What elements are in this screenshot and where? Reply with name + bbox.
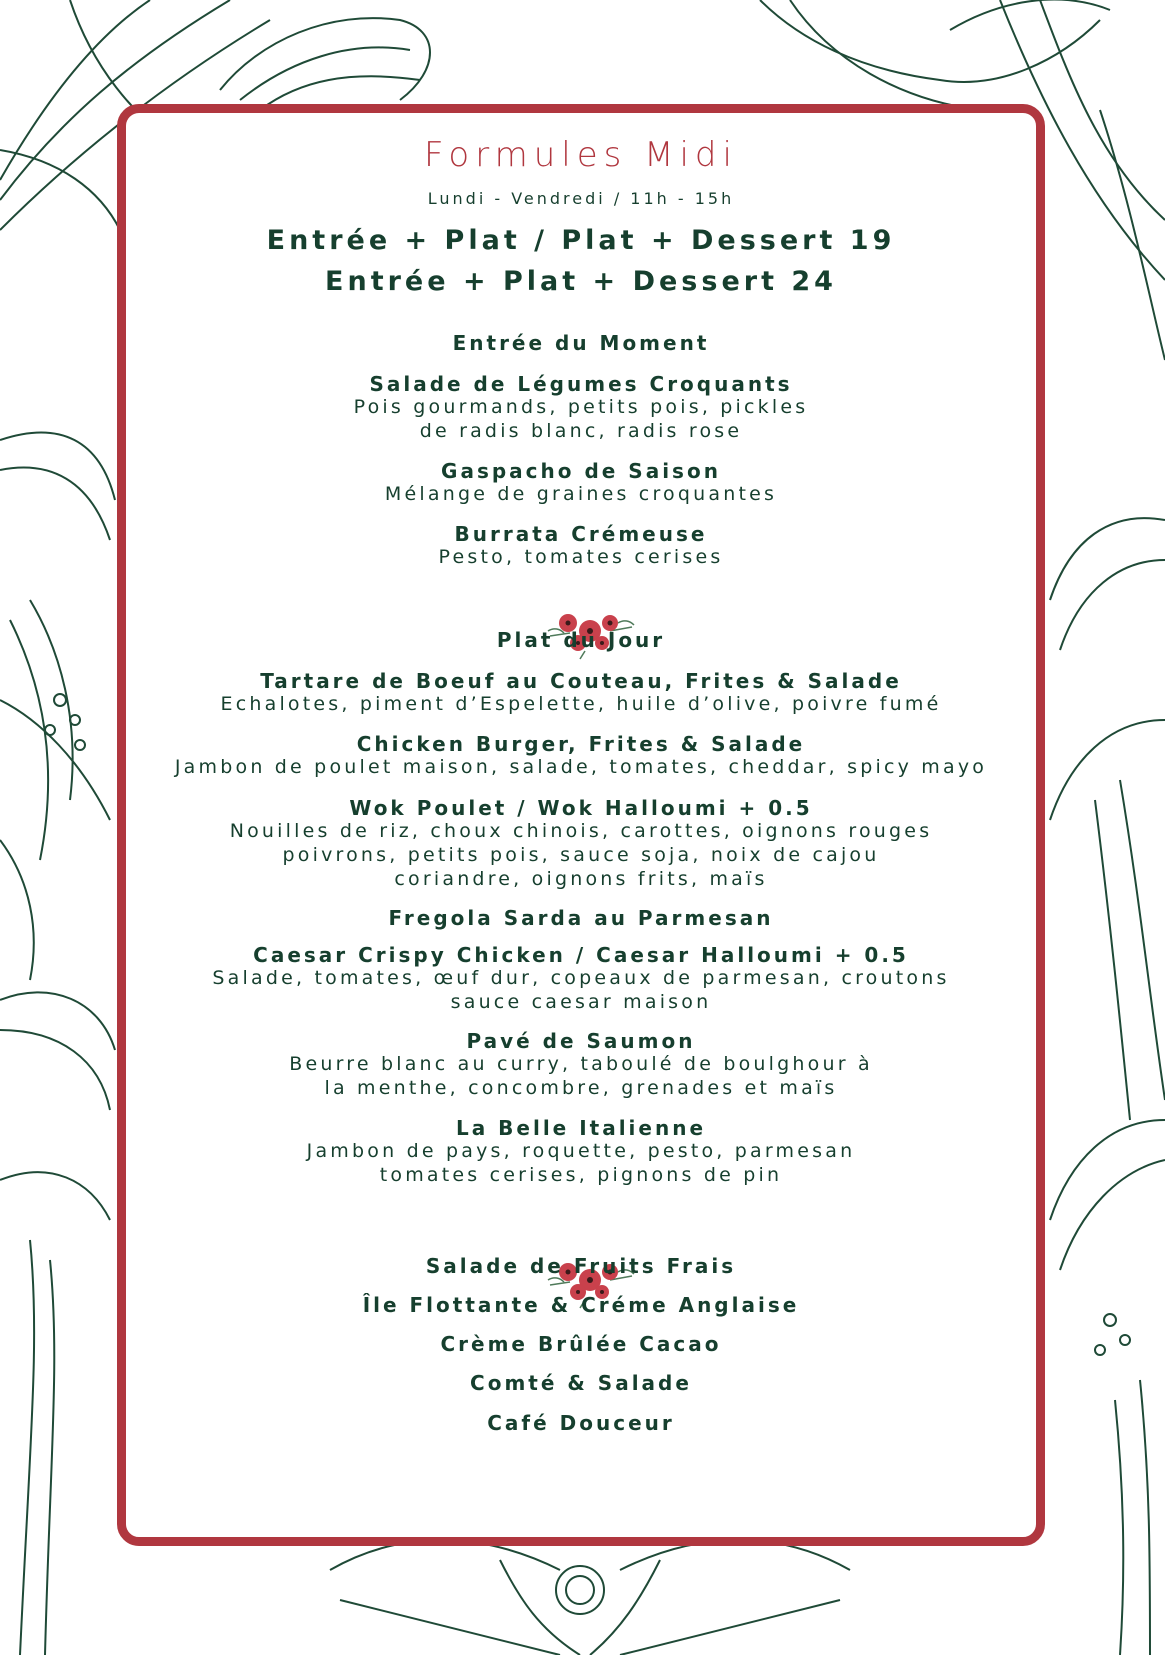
dish-name: Chicken Burger, Frites & Salade — [356, 732, 806, 756]
dish-description: Echalotes, piment d’Espelette, huile d’olive, poivre fumé — [220, 693, 942, 715]
dish-name: Pavé de Saumon — [466, 1029, 696, 1053]
dish-name: Salade de Légumes Croquants — [369, 372, 793, 396]
dish-description: sauce caesar maison — [450, 991, 712, 1013]
dish-description: tomates cerises, pignons de pin — [379, 1164, 783, 1186]
dessert-item: Île Flottante & Créme Anglaise — [362, 1293, 800, 1317]
dessert-item: Café Douceur — [487, 1411, 675, 1435]
service-hours: Lundi - Vendredi / 11h - 15h — [427, 189, 735, 208]
dish-description: Nouilles de riz, choux chinois, carottes, oignons rouges — [229, 820, 933, 842]
dish-description: Pois gourmands, petits pois, pickles — [353, 396, 809, 418]
dish-description: Mélange de graines croquantes — [384, 483, 778, 505]
dish-description: coriandre, oignons frits, maïs — [394, 868, 768, 890]
dessert-item: Crème Brûlée Cacao — [440, 1332, 722, 1356]
dish-description: de radis blanc, radis rose — [419, 420, 743, 442]
dish-description: Jambon de poulet maison, salade, tomates, cheddar, spicy mayo — [174, 756, 988, 778]
dish-description: la menthe, concombre, grenades et maïs — [324, 1077, 838, 1099]
dish-description: Jambon de pays, roquette, pesto, parmesan — [306, 1140, 856, 1162]
dish-name: Gaspacho de Saison — [441, 459, 721, 483]
dish-description: Salade, tomates, œuf dur, copeaux de parmesan, croutons — [212, 967, 950, 989]
dish-name: Wok Poulet / Wok Halloumi + 0.5 — [349, 796, 813, 820]
dish-name: Fregola Sarda au Parmesan — [388, 906, 774, 930]
dish-description: Pesto, tomates cerises — [438, 546, 724, 568]
dessert-item: Salade de Fruits Frais — [425, 1254, 737, 1278]
dish-name: Tartare de Boeuf au Couteau, Frites & Salade — [260, 669, 902, 693]
dish-name: Caesar Crispy Chicken / Caesar Halloumi + 0.5 — [253, 943, 909, 967]
dish-description: Beurre blanc au curry, taboulé de boulghour à — [289, 1053, 873, 1075]
formula-two-courses: Entrée + Plat / Plat + Dessert 19 — [266, 225, 896, 256]
menu-card — [117, 104, 1045, 1546]
menu-title: Formules Midi — [424, 135, 738, 175]
section-title-entrees: Entrée du Moment — [452, 331, 710, 355]
dish-name: La Belle Italienne — [455, 1116, 707, 1140]
dish-description: poivrons, petits pois, sauce soja, noix de cajou — [282, 844, 880, 866]
dessert-item: Comté & Salade — [470, 1371, 692, 1395]
section-title-plats: Plat du Jour — [496, 628, 666, 652]
formula-three-courses: Entrée + Plat + Dessert 24 — [325, 266, 837, 297]
dish-name: Burrata Crémeuse — [454, 522, 708, 546]
